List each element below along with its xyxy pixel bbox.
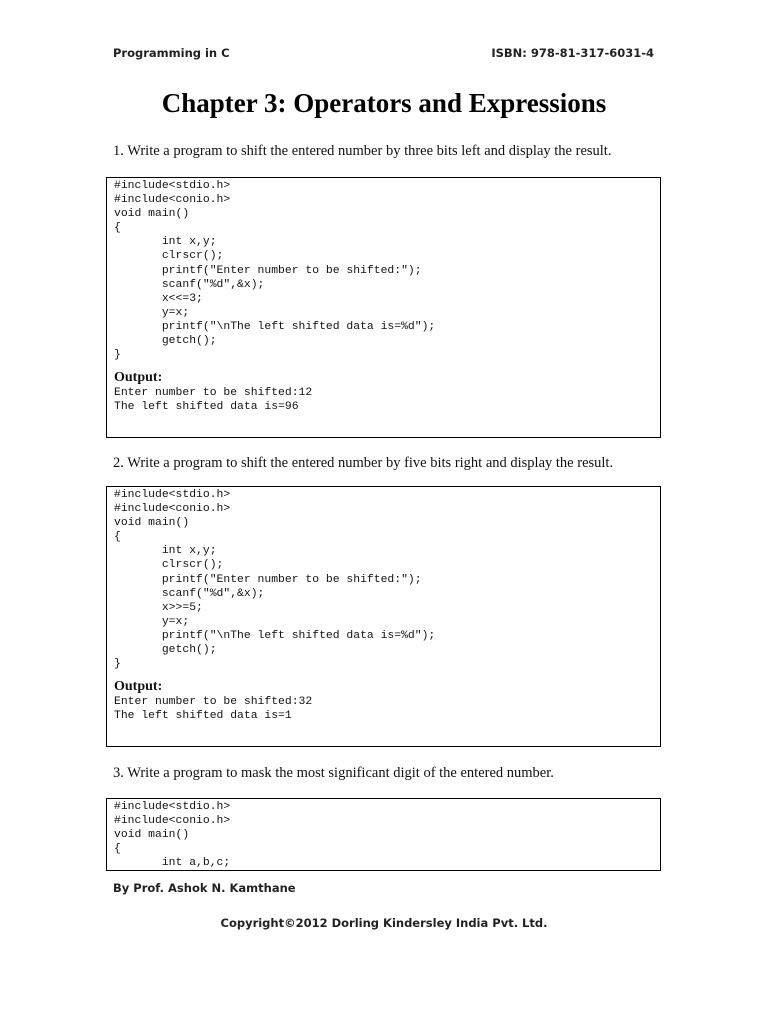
question-1: 1. Write a program to shift the entered number by three bits left and display the result.	[113, 143, 612, 159]
output-text-2: Enter number to be shifted:32 The left shifted data is=1	[114, 696, 313, 723]
code-listing-1: #include<stdio.h> #include<conio.h> void main() { int x,y; clrscr(); printf("Enter number to be shifted:"); scanf("%d",&x); x<<=3; y=x; printf("\nThe left shifted data is=%d"); getch(); }	[114, 180, 436, 362]
author-line: By Prof. Ashok N. Kamthane	[113, 881, 296, 895]
output-text-1: Enter number to be shifted:12 The left shifted data is=96	[114, 387, 313, 414]
code-box-3	[106, 798, 661, 871]
code-box-1	[106, 177, 661, 438]
running-header-isbn: ISBN: 978-81-317-6031-4	[491, 46, 654, 60]
running-header-title: Programming in C	[113, 46, 230, 60]
question-3: 3. Write a program to mask the most significant digit of the entered number.	[113, 765, 554, 781]
code-listing-3: #include<stdio.h> #include<conio.h> void main() { int a,b,c;	[114, 801, 231, 870]
output-label-1: Output:	[114, 370, 163, 386]
code-listing-2: #include<stdio.h> #include<conio.h> void main() { int x,y; clrscr(); printf("Enter number to be shifted:"); scanf("%d",&x); x>>=5; y=x; printf("\nThe left shifted data is=%d"); getch(); }	[114, 489, 436, 671]
question-2: 2. Write a program to shift the entered number by five bits right and display the result.	[113, 455, 614, 471]
chapter-title: Chapter 3: Operators and Expressions	[161, 88, 607, 118]
output-label-2: Output:	[114, 679, 163, 695]
copyright-line: Copyright©2012 Dorling Kindersley India Pvt. Ltd.	[220, 916, 548, 930]
code-box-2	[106, 486, 661, 747]
